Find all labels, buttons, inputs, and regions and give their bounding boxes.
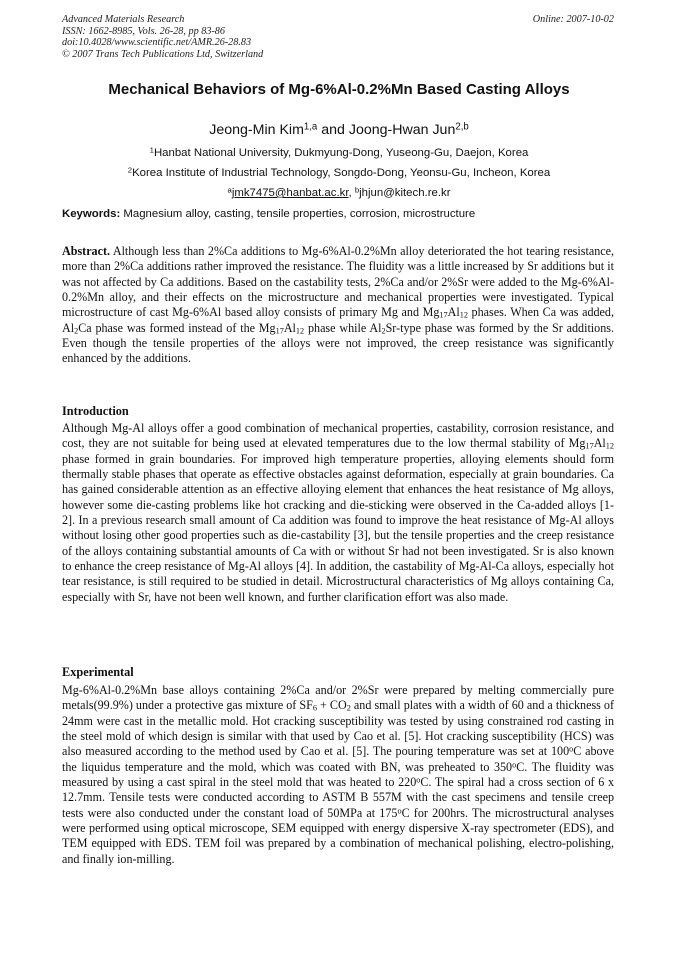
exp-text: and small plates with a width of 60 and a thickness of 24mm were cast in the metallic mold. Hot cracking susceptibility was tested by using constrained rod casting in the steel mold of which design is similar with that used by Cao et al. [5]. Hot cracking susceptibility (HCS) was also measured according to the method used by Cao et al. [5]. The pouring temperature was set at 100: [62, 698, 615, 759]
copyright-line: © 2007 Trans Tech Publications Ltd, Switzerland: [62, 48, 264, 60]
abstract-label: Abstract.: [62, 244, 111, 258]
subscript: 2: [346, 703, 351, 713]
abstract-text: phase while Al: [304, 320, 382, 335]
abstract-text: phases. When Ca was added, Al: [62, 305, 614, 335]
degree-marker: o: [512, 760, 517, 770]
author-conjunction: and: [317, 122, 349, 138]
degree-marker: o: [397, 806, 402, 816]
affiliation-2-text: Korea Institute of Industrial Technology, Songdo-Dong, Yeonsu-Gu, Incheon, Korea: [132, 167, 551, 179]
abstract-text: Ca phase was formed instead of the Mg: [78, 320, 276, 335]
exp-text: Mg-6%Al-0.2%Mn base alloys containing 2%Ca and/or 2%Sr were prepared by melting commercially pure metals(99.9%) under a protective gas mixture of SF: [62, 683, 614, 713]
doi-line: doi:10.4028/www.scientific.net/AMR.26-28.83: [62, 37, 252, 49]
subscript: 12: [295, 326, 305, 336]
degree-marker: o: [416, 775, 421, 785]
experimental-paragraph: [62, 683, 614, 867]
online-date: Online: 2007-10-02: [532, 14, 614, 25]
journal-header: [62, 14, 614, 60]
degree-marker: o: [569, 744, 574, 754]
affiliation-1: [0, 146, 678, 160]
keywords-label: Keywords:: [62, 208, 121, 220]
abstract-text: Although less than 2%Ca additions to Mg-6%Al-0.2%Mn alloy deteriorated the hot tearing resistance, more than 2%Ca additions rather improved the resistance. The fluidity was a little increased by Sr additions but it was not affected by Ca additions. Based on the castability tests, 2%Ca and/or 2%Sr were added to the Mg-6%Al-0.2%Mn alloy, and their effects on the microstructure and mechanical properties were investigated. Typical microstructure of cast Mg-6%Al based alloy consists of primary Mg and Mg: [62, 244, 614, 320]
intro-text: Al: [593, 436, 606, 451]
abstract-paragraph: [62, 244, 614, 367]
author-1-marker: 1,a: [303, 121, 318, 133]
introduction-heading: Introduction: [62, 404, 129, 418]
keywords: [62, 207, 618, 221]
email-line: [0, 186, 678, 200]
intro-text: phase formed in grain boundaries. For improved high temperature properties, alloying elements should form thermally stable phases that operate as effective obstacles against deformation, especially at grain boundaries. Ca has gained considerable attention as an effective alloying element that enhances the heat resistance of Mg alloys, however some die-casting problems like hot cracking and die-sticking were observed in the Ca-added alloys [1-2]. In a previous research small amount of Ca addition was found to improve the heat resistance of Mg-Al alloys without losing other good properties such as die-castability [3], but the tensile properties and the creep resistance of the alloys containing substantial amounts of Ca with or without Sr had not been investigated. Sr is also known to enhance the creep resistance of Mg-Al alloys [4]. In addition, the castability of Mg-Al-Ca alloys, especially hot tear resistance, is still required to be studied in detail. Microstructural characteristics of Mg alloys containing Ca, especially with Sr, have not been well known, and further clarification effort was also made.: [62, 451, 614, 604]
author-1: Jeong-Min Kim: [209, 122, 304, 138]
introduction-paragraph: [62, 421, 614, 605]
author-2: Joong-Hwan Jun: [348, 122, 456, 138]
exp-text: C for 200hrs. The microstructural analyses were performed using optical microscope, SEM equipped with energy dispersive X-ray spectrometer (EDS), and TEM equipped with EDS. TEM foil was prepared by a combination of mechanical polishing, electro-polishing, and finally ion-milling.: [62, 805, 614, 866]
email-a-link[interactable]: jmk7475@hanbat.ac.kr: [231, 187, 349, 199]
keywords-text: Magnesium alloy, casting, tensile properties, corrosion, microstructure: [120, 208, 476, 220]
email-b-marker: b: [354, 185, 360, 195]
subscript: 17: [585, 441, 594, 451]
issn-line: ISSN: 1662-8985, Vols. 26-28, pp 83-86: [62, 25, 225, 37]
author-2-marker: 2,b: [455, 121, 469, 133]
affiliation-2: [0, 166, 678, 180]
subscript: 12: [605, 441, 614, 451]
abstract-text: Al: [447, 305, 460, 320]
exp-text: + CO: [316, 698, 347, 713]
email-separator: ,: [348, 187, 355, 199]
email-a-marker: a: [227, 185, 232, 195]
experimental-heading: Experimental: [62, 665, 134, 679]
subscript: 2: [74, 326, 79, 336]
intro-text: Although Mg-Al alloys offer a good combination of mechanical properties, castability, corrosion resistance, and cost, they are not suitable for being used at elevated temperatures due to the low thermal stability of Mg: [62, 421, 614, 451]
subscript: 2: [381, 326, 386, 336]
subscript: 6: [312, 703, 317, 713]
subscript: 17: [275, 326, 284, 336]
affiliation-1-text: Hanbat National University, Dukmyung-Dong, Yuseong-Gu, Daejon, Korea: [153, 147, 529, 159]
subscript: 12: [459, 311, 468, 321]
affiliation-1-number: 1: [149, 145, 154, 155]
exp-text: C above the liquidus temperature and the mold, which was coated with BN, was preheated to 350: [62, 744, 614, 774]
subscript: 17: [439, 311, 448, 321]
exp-text: C. The spiral had a cross section of 6 x 12.7mm. Tensile tests were conducted according to ASTM B 557M with the cast specimens and tensile creep tests were also conducted under the constant load of 50MPa at 175: [62, 775, 614, 820]
author-line: [0, 121, 678, 139]
exp-text: C. The fluidity was measured by using a cast spiral in the steel mold that was heated to 220: [62, 759, 614, 790]
journal-name: Advanced Materials Research: [62, 14, 185, 25]
abstract-text: Al: [283, 320, 296, 335]
affiliation-2-number: 2: [127, 165, 133, 175]
email-b-link[interactable]: jhjun@kitech.re.kr: [359, 187, 451, 199]
abstract-text: Sr-type phase was formed by the Sr additions. Even though the tensile properties of the alloys were not improved, the creep resistance was significantly enhanced by the additions.: [62, 320, 614, 366]
paper-title: Mechanical Behaviors of Mg-6%Al-0.2%Mn Based Casting Alloys: [108, 81, 570, 98]
